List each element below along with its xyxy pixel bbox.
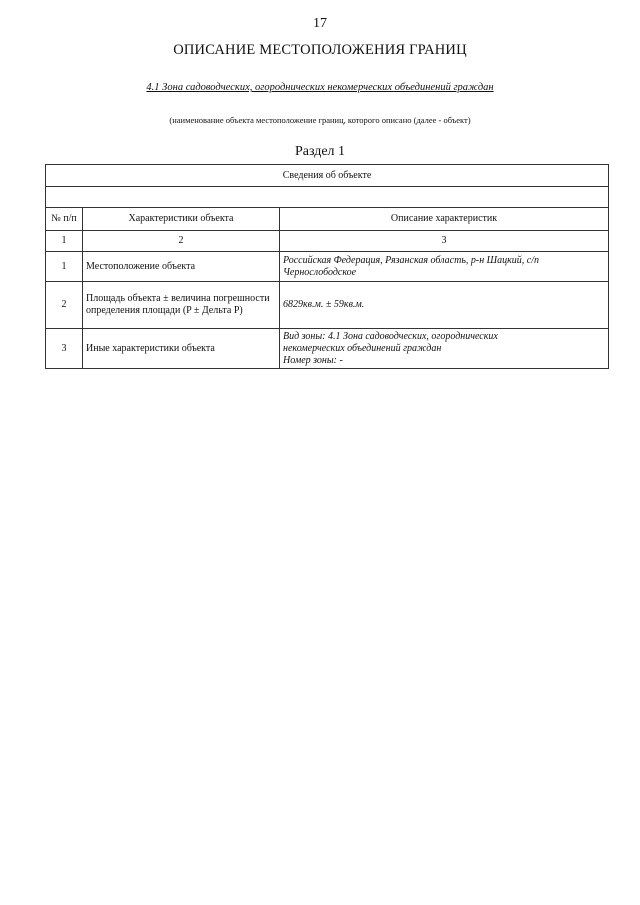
index-cell: 2	[83, 231, 280, 252]
row-description	[280, 252, 609, 282]
description-line: Российская Федерация, Рязанская область, р-н Шацкий, с/п Чернослободское	[283, 254, 539, 278]
row-characteristic: Площадь объекта ± величина погрешности определения площади (P ± Дельта P)	[83, 282, 280, 329]
row-num: 3	[46, 329, 83, 369]
header-characteristic: Характеристики объекта	[83, 208, 280, 231]
page-number: 17	[313, 16, 327, 31]
table-heading: Сведения об объекте	[46, 165, 609, 187]
table-spacer-row	[46, 187, 609, 208]
row-characteristic: Иные характеристики объекта	[83, 329, 280, 369]
table-row	[46, 252, 609, 282]
table-row	[46, 282, 609, 329]
header-description: Описание характеристик	[280, 208, 609, 231]
table-header-row	[46, 208, 609, 231]
header-num: № п/п	[46, 208, 83, 231]
description-line: 6829кв.м. ± 59кв.м.	[283, 299, 365, 310]
row-description	[280, 329, 609, 369]
zone-name-text: 4.1 Зона садоводческих, огороднических некомерческих объединений граждан	[146, 82, 494, 93]
object-info-table	[45, 164, 609, 369]
row-num: 1	[46, 252, 83, 282]
zone-caption: (наименование объекта местоположение границ, которого описано (далее - объект)	[169, 115, 471, 125]
description-line: некомерческих объединений граждан	[283, 342, 442, 354]
description-line: Вид зоны: 4.1 Зона садоводческих, огороднических	[283, 330, 498, 342]
table-row	[46, 329, 609, 369]
index-cell: 3	[280, 231, 609, 252]
section-title: Раздел 1	[294, 144, 346, 159]
row-num: 2	[46, 282, 83, 329]
row-characteristic: Местоположение объекта	[83, 252, 280, 282]
index-cell: 1	[46, 231, 83, 252]
zone-name	[0, 82, 640, 93]
description-line: Номер зоны: -	[283, 354, 343, 366]
row-description	[280, 282, 609, 329]
document-title: ОПИСАНИЕ МЕСТОПОЛОЖЕНИЯ ГРАНИЦ	[173, 42, 467, 58]
table-index-row	[46, 231, 609, 252]
